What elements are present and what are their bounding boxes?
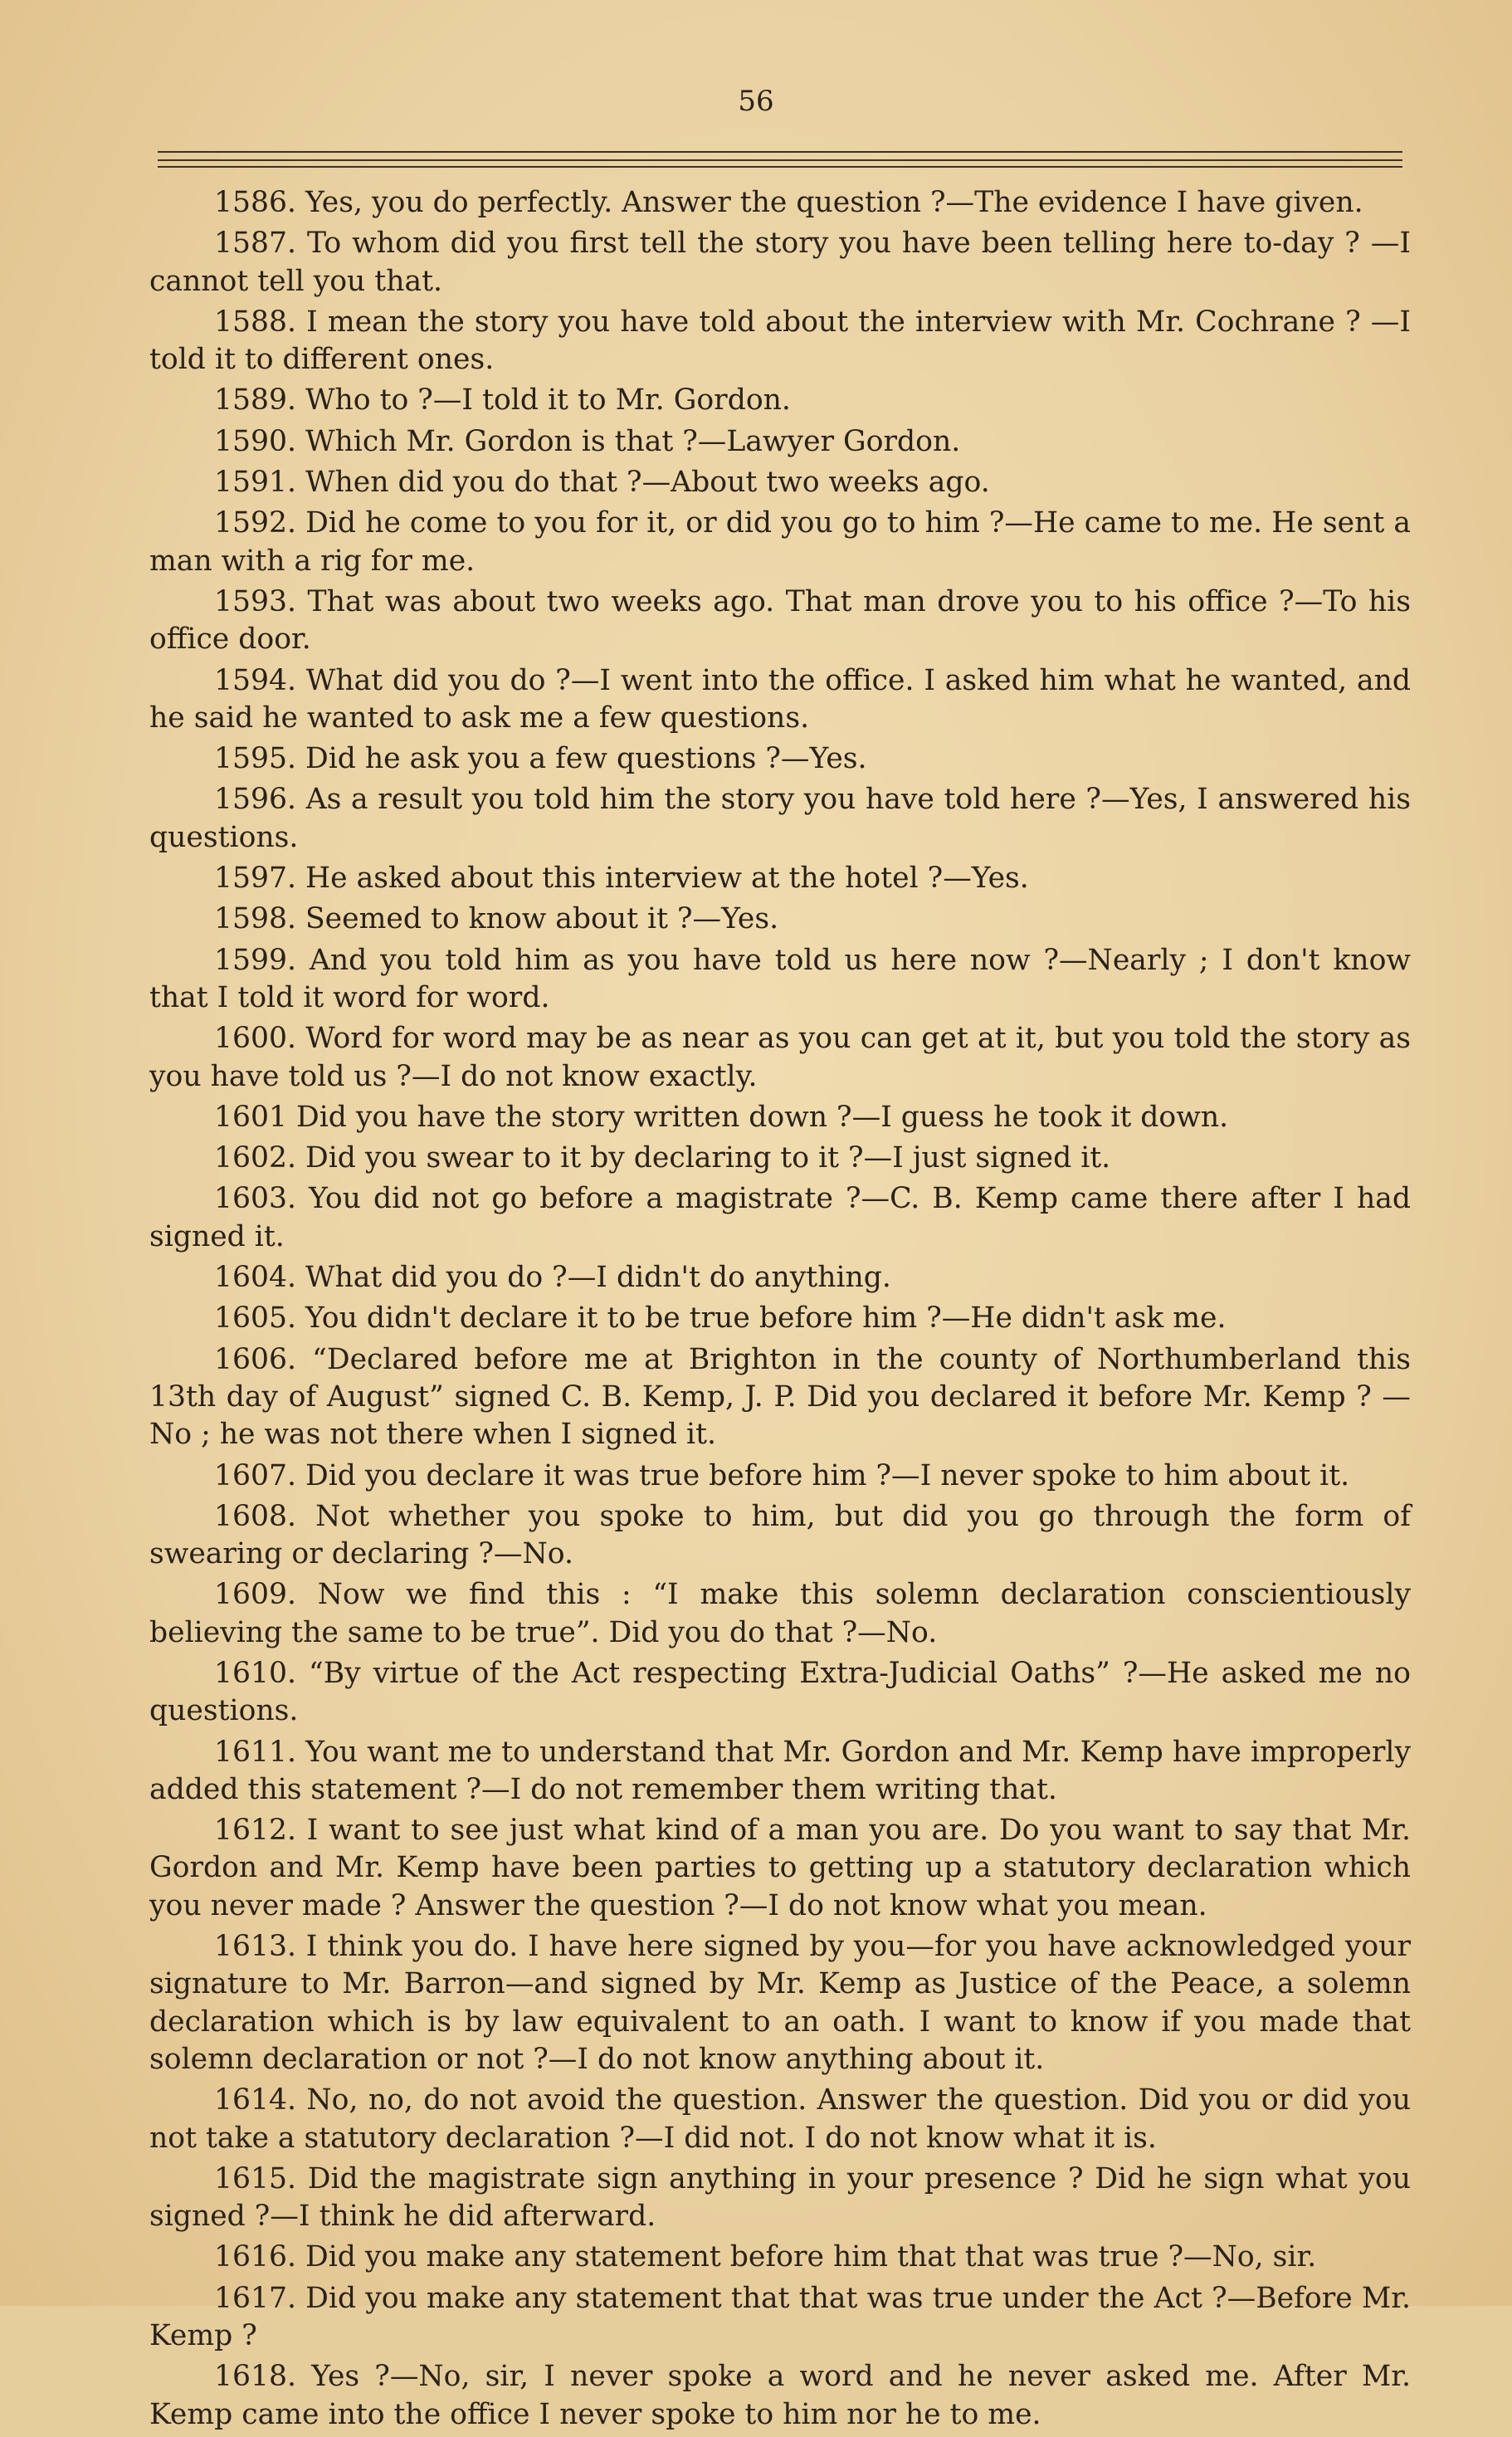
testimony-entry: 1604. What did you do ?—I didn't do anything. — [214, 1261, 891, 1295]
testimony-entry: 1603. You did not go before a magistrate ?—C. B. Kemp came there after I had signed it. — [149, 1182, 1411, 1253]
testimony-entry: 1590. Which Mr. Gordon is that ?—Lawyer Gordon. — [214, 424, 961, 458]
testimony-entry: 1602. Did you swear to it by declaring to it ?—I just signed it. — [214, 1141, 1111, 1175]
testimony-entry: 1598. Seemed to know about it ?—Yes. — [214, 902, 779, 936]
testimony-entry: 1597. He asked about this interview at the hotel ?—Yes. — [214, 862, 1029, 896]
header-rule — [158, 159, 1402, 161]
testimony-entry: 1592. Did he come to you for it, or did you go to him ?—He came to me. He sent a man with a rig for me. — [149, 506, 1411, 578]
testimony-entry: 1601 Did you have the story written down ?—I guess he took it down. — [214, 1100, 1229, 1134]
testimony-entry: 1611. You want me to understand that Mr. Gordon and Mr. Kemp have improperly added this statement ?—I do not remember them writing that. — [149, 1735, 1411, 1806]
testimony-entry: 1606. “Declared before me at Brighton in the county of Northumberland this 13th day of August” signed C. B. Kemp, J. P. Did you declared it before Mr. Kemp ? —No ; he was not there when I signed it. — [149, 1342, 1411, 1452]
testimony-entry: 1599. And you told him as you have told us here now ?—Nearly ; I don't know that I told it word for word. — [149, 943, 1411, 1014]
testimony-entry: 1589. Who to ?—I told it to Mr. Gordon. — [214, 383, 791, 418]
testimony-entry: 1609. Now we find this : “I make this solemn declaration conscientiously believing the same to be true”. Did you do that ?—No. — [149, 1578, 1411, 1649]
testimony-entry: 1591. When did you do that ?—About two weeks ago. — [214, 466, 990, 500]
testimony-entry: 1618. Yes ?—No, sir, I never spoke a word and he never asked me. After Mr. Kemp came into the office I never spoke to him nor he to me. — [149, 2360, 1411, 2431]
testimony-entry: 1595. Did he ask you a few questions ?—Yes. — [214, 742, 867, 776]
testimony-text — [149, 184, 1411, 2437]
testimony-entry: 1588. I mean the story you have told about the interview with Mr. Cochrane ? —I told it to different ones. — [149, 305, 1411, 377]
testimony-entry: 1616. Did you make any statement before him that that was true ?—No, sir. — [214, 2240, 1317, 2274]
testimony-entry: 1605. You didn't declare it to be true before him ?—He didn't ask me. — [214, 1302, 1227, 1336]
testimony-entry: 1593. That was about two weeks ago. That man drove you to his office ?—To his office door. — [149, 584, 1411, 657]
testimony-entry: 1607. Did you declare it was true before him ?—I never spoke to him about it. — [214, 1458, 1350, 1492]
testimony-entry: 1613. I think you do. I have here signed by you—for you have acknowledged your signature to Mr. Barron—and signed by Mr. Kemp as Justice of the Peace, a solemn declaration which is by law equivalent to an oath. I want to know if you made that solemn declaration or not ?—I do not know anything about it. — [149, 1930, 1411, 2076]
testimony-entry: 1596. As a result you told him the story you have told here ?—Yes, I answered his questions. — [149, 783, 1411, 854]
testimony-entry: 1615. Did the magistrate sign anything in your presence ? Did he sign what you signed ?—I think he did afterward. — [149, 2161, 1411, 2234]
testimony-entry: 1614. No, no, do not avoid the question. Answer the question. Did you or did you not take a statutory declaration ?—I did not. I do not know what it is. — [149, 2083, 1411, 2155]
testimony-entry: 1600. Word for word may be as near as you can get at it, but you told the story as you have told us ?—I do not know exactly. — [149, 1022, 1411, 1093]
testimony-entry: 1610. “By virtue of the Act respecting Extra-Judicial Oaths” ?—He asked me no questions. — [149, 1656, 1411, 1728]
page-number: 56 — [738, 85, 774, 118]
testimony-entry: 1608. Not whether you spoke to him, but did you go through the form of swearing or declaring ?—No. — [149, 1499, 1411, 1571]
header-rule — [158, 166, 1402, 168]
testimony-entry: 1617. Did you make any statement that that was true under the Act ?—Before Mr. Kemp ? — [149, 2281, 1411, 2353]
testimony-entry: 1612. I want to see just what kind of a man you are. Do you want to say that Mr. Gordon and Mr. Kemp have been parties to getting up a statutory declaration which you never made ? Answer the question ?—I do not know what you mean. — [149, 1814, 1411, 1922]
header-rule — [158, 151, 1402, 153]
testimony-entry: 1594. What did you do ?—I went into the office. I asked him what he wanted, and he said he wanted to ask me a few questions. — [149, 663, 1411, 735]
testimony-entry: 1586. Yes, you do perfectly. Answer the question ?—The evidence I have given. — [214, 186, 1363, 219]
testimony-entry: 1587. To whom did you first tell the story you have been telling here to-day ? —I cannot tell you that. — [149, 227, 1411, 298]
